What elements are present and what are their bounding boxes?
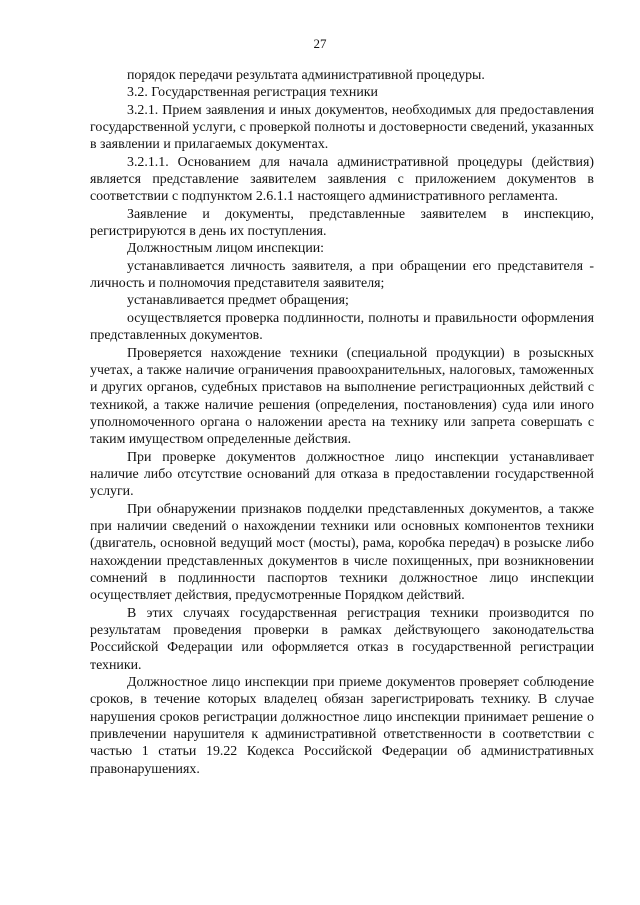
- paragraph: 3.2.1. Прием заявления и иных документов, необходимых для предоставления государственной услуги, с проверкой полноты и достоверности сведений, указанных в заявлении и прилагаемых документах.: [90, 102, 594, 153]
- paragraph: При обнаружении признаков подделки представленных документов, а также при наличии сведений о нахождении техники или основных компонентов техники (двигатель, основной ведущий мост (мосты), рама, коробка передач) в розыске либо нахождении представленных документов в числе похищенных, при возникновении сомнений в подлинности паспортов техники должностное лицо инспекции осуществляет действия, предусмотренные Порядком действий.: [90, 501, 594, 604]
- paragraph: Заявление и документы, представленные заявителем в инспекцию, регистрируются в день их поступления.: [90, 206, 594, 240]
- paragraph: Проверяется нахождение техники (специальной продукции) в розыскных учетах, а также наличие ограничения правоохранительных, налоговых, таможенных и других органов, судебных приставов на выполнение регистрационных действий с техникой, а также наличие решения (определения, постановления) суда или иного уполномоченного органа о наложении ареста на технику или запрета совершать с таким имуществом определенные действия.: [90, 345, 594, 448]
- section-heading: 3.2. Государственная регистрация техники: [127, 85, 378, 101]
- list-item: устанавливается предмет обращения;: [127, 293, 349, 309]
- paragraph: В этих случаях государственная регистрация техники производится по результатам проведения проверки в рамках действующего законодательства Российской Федерации или оформляется отказ в государственной регистрации техники.: [90, 605, 594, 673]
- paragraph: порядок передачи результата административной процедуры.: [127, 68, 485, 83]
- page-number: 27: [313, 36, 327, 51]
- paragraph: При проверке документов должностное лицо инспекции устанавливает наличие либо отсутствие оснований для отказа в предоставлении государственной услуги.: [90, 449, 594, 500]
- paragraph: Должностным лицом инспекции:: [127, 241, 325, 257]
- list-item: осуществляется проверка подлинности, полноты и правильности оформления представленных документов.: [90, 310, 594, 344]
- document-body: [90, 67, 594, 778]
- paragraph: 3.2.1.1. Основанием для начала административной процедуры (действия) является представление заявителем заявления с приложением документов в соответствии с подпунктом 2.6.1.1 настоящего административного регламента.: [90, 154, 594, 205]
- paragraph: Должностное лицо инспекции при приеме документов проверяет соблюдение сроков, в течение которых владелец обязан зарегистрировать технику. В случае нарушения сроков регистрации должностное лицо инспекции принимает решение о привлечении нарушителя к административной ответственности в соответствии с частью 1 статьи 19.22 Кодекса Российской Федерации об административных правонарушениях.: [90, 675, 594, 777]
- list-item: устанавливается личность заявителя, а при обращении его представителя - личность и полномочия представителя заявителя;: [90, 258, 594, 292]
